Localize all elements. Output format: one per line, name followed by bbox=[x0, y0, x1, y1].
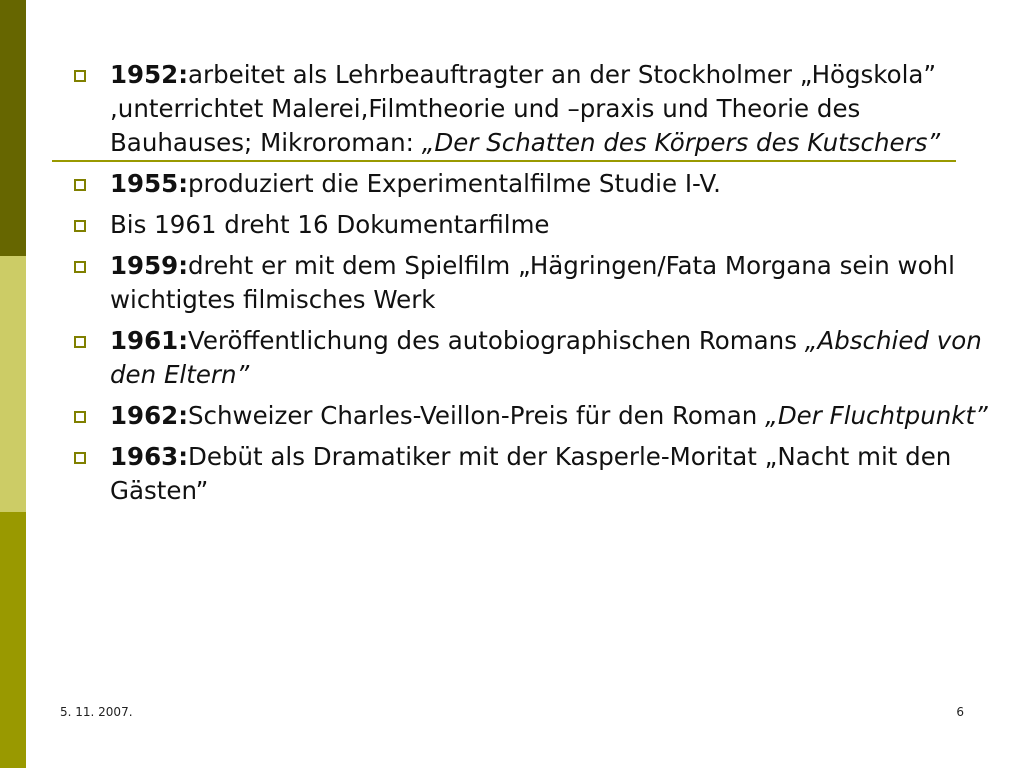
item-text: dreht er mit dem Spielfilm „Hägringen/Fata Morgana sein wohl wichtigtes filmisches Werk bbox=[110, 251, 955, 314]
square-bullet-icon bbox=[74, 179, 86, 191]
side-bar-bottom bbox=[0, 512, 26, 768]
item-text: Bis 1961 dreht 16 Dokumentarfilme bbox=[110, 210, 550, 239]
list-item bbox=[70, 440, 990, 508]
item-italic-title: „Abschied von den Eltern” bbox=[110, 326, 982, 389]
side-bar-top bbox=[0, 0, 26, 256]
item-text: Schweizer Charles-Veillon-Preis für den Roman bbox=[188, 401, 766, 430]
list-item bbox=[70, 167, 990, 201]
side-bar-middle bbox=[0, 256, 26, 512]
square-bullet-icon bbox=[74, 261, 86, 273]
list-item bbox=[70, 249, 990, 317]
square-bullet-icon bbox=[74, 336, 86, 348]
square-bullet-icon bbox=[74, 220, 86, 232]
footer-date: 5. 11. 2007. bbox=[60, 705, 133, 719]
list-item bbox=[70, 399, 990, 433]
square-bullet-icon bbox=[74, 70, 86, 82]
item-year: 1952: bbox=[110, 60, 188, 89]
item-text: arbeitet als Lehrbeauftragter an der Stockholmer „Högskola” ,unterrichtet Malerei,Filmtheorie und –praxis und Theorie des Bauhauses; Mikroroman: bbox=[110, 60, 937, 157]
square-bullet-icon bbox=[74, 452, 86, 464]
list-item bbox=[70, 58, 990, 160]
page-number: 6 bbox=[956, 705, 964, 719]
item-year: 1962: bbox=[110, 401, 188, 430]
list-item bbox=[70, 208, 990, 242]
list-item bbox=[70, 324, 990, 392]
item-year: 1961: bbox=[110, 326, 188, 355]
item-year: 1955: bbox=[110, 169, 188, 198]
item-year: 1959: bbox=[110, 251, 188, 280]
item-text: Debüt als Dramatiker mit der Kasperle-Moritat „Nacht mit den Gästen” bbox=[110, 442, 952, 505]
slide-content bbox=[70, 58, 990, 515]
item-text: produziert die Experimentalfilme Studie I-V. bbox=[188, 169, 721, 198]
square-bullet-icon bbox=[74, 411, 86, 423]
bullet-list bbox=[70, 58, 990, 508]
item-text: Veröffentlichung des autobiographischen Romans bbox=[188, 326, 805, 355]
item-year: 1963: bbox=[110, 442, 188, 471]
item-italic-title: „Der Fluchtpunkt” bbox=[765, 401, 988, 430]
item-italic-title: „Der Schatten des Körpers des Kutschers” bbox=[421, 128, 941, 157]
